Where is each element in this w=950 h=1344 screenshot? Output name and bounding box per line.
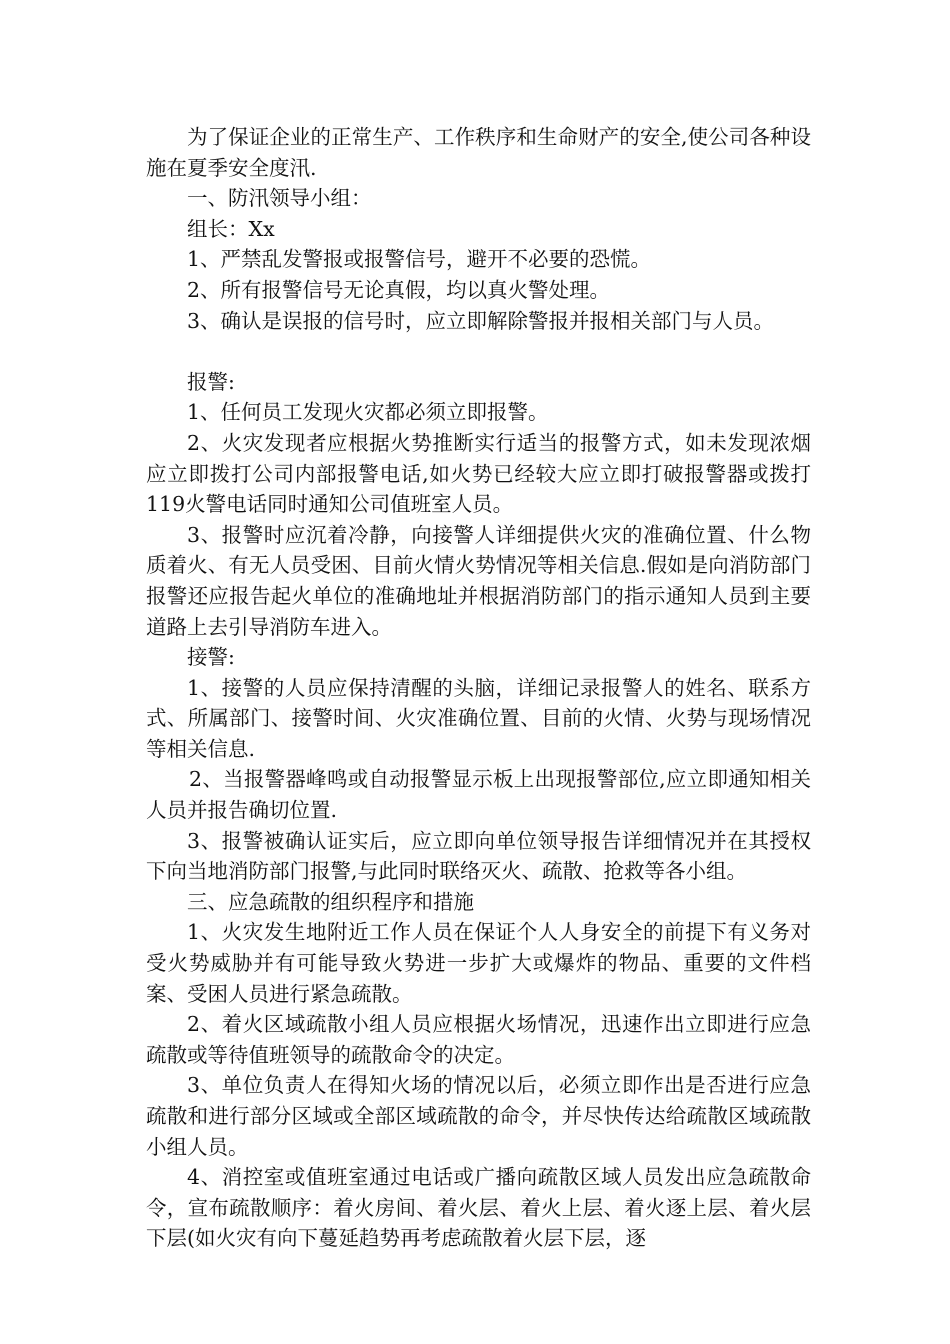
report-item-1: 1、任何员工发现火灾都必须立即报警。 <box>187 400 549 425</box>
evacuation-item-2: 2、着火区域疏散小组人员应根据火场情况，迅速作出立即进行应急疏散或等待值班领导的疏散命令的决定。 <box>146 1012 811 1067</box>
section-heading-receive-alarm: 接警: <box>187 645 235 670</box>
evacuation-item-4: 4、消控室或值班室通过电话或广播向疏散区域人员发出应急疏散命令，宣布疏散顺序：着火房间、着火层、着火上层、着火逐上层、着火层下层(如火灾有向下蔓延趋势再考虑疏散着火层下层，逐 <box>146 1165 811 1251</box>
section-heading-evacuation: 三、应急疏散的组织程序和措施 <box>187 889 474 914</box>
document-body <box>146 122 811 1254</box>
evacuation-item-3: 3、单位负责人在得知火场的情况以后，必须立即作出是否进行应急疏散和进行部分区域或全部区域疏散的命令，并尽快传达给疏散区域疏散小组人员。 <box>146 1073 811 1159</box>
receive-item-2: 2、当报警器峰鸣或自动报警显示板上出现报警部位,应立即通知相关人员并报告确切位置. <box>146 767 811 823</box>
receive-item-3: 3、报警被确认证实后，应立即向单位领导报告详细情况并在其授权下向当地消防部门报警,与此同时联络灭火、疏散、抢救等各小组。 <box>146 828 811 884</box>
evacuation-item-1: 1、火灾发生地附近工作人员在保证个人人身安全的前提下有义务对受火势威胁并有可能导致火势进一步扩大或爆炸的物品、重要的文件档案、受困人员进行紧急疏散。 <box>146 920 811 1006</box>
team-leader-line: 组长：Xx <box>187 216 275 241</box>
alarm-rule-2: 2、所有报警信号无论真假，均以真火警处理。 <box>187 277 611 302</box>
report-item-2: 2、火灾发现者应根据火势推断实行适当的报警方式，如未发现浓烟应立即拨打公司内部报警电话,如火势已经较大应立即打破报警器或拨打119火警电话同时通知公司值班室人员。 <box>146 430 811 517</box>
receive-item-1: 1、接警的人员应保持清醒的头脑，详细记录报警人的姓名、联系方式、所属部门、接警时间、火灾准确位置、目前的火情、火势与现场情况等相关信息. <box>146 675 811 761</box>
report-item-3: 3、报警时应沉着冷静，向接警人详细提供火灾的准确位置、什么物质着火、有无人员受困、目前火情火势情况等相关信息.假如是向消防部门报警还应报告起火单位的准确地址并根据消防部门的指示通知人员到主要道路上去引导消防车进入。 <box>146 522 811 639</box>
alarm-rule-3: 3、确认是误报的信号时，应立即解除警报并报相关部门与人员。 <box>187 308 775 333</box>
blank-line <box>146 336 811 367</box>
intro-paragraph: 为了保证企业的正常生产、工作秩序和生命财产的安全,使公司各种设施在夏季安全度汛. <box>146 125 811 180</box>
section-heading-report-alarm: 报警: <box>187 369 235 394</box>
alarm-rule-1: 1、严禁乱发警报或报警信号，避开不必要的恐慌。 <box>187 247 652 272</box>
section-heading-flood-leadership: 一、防汛领导小组： <box>187 186 372 211</box>
